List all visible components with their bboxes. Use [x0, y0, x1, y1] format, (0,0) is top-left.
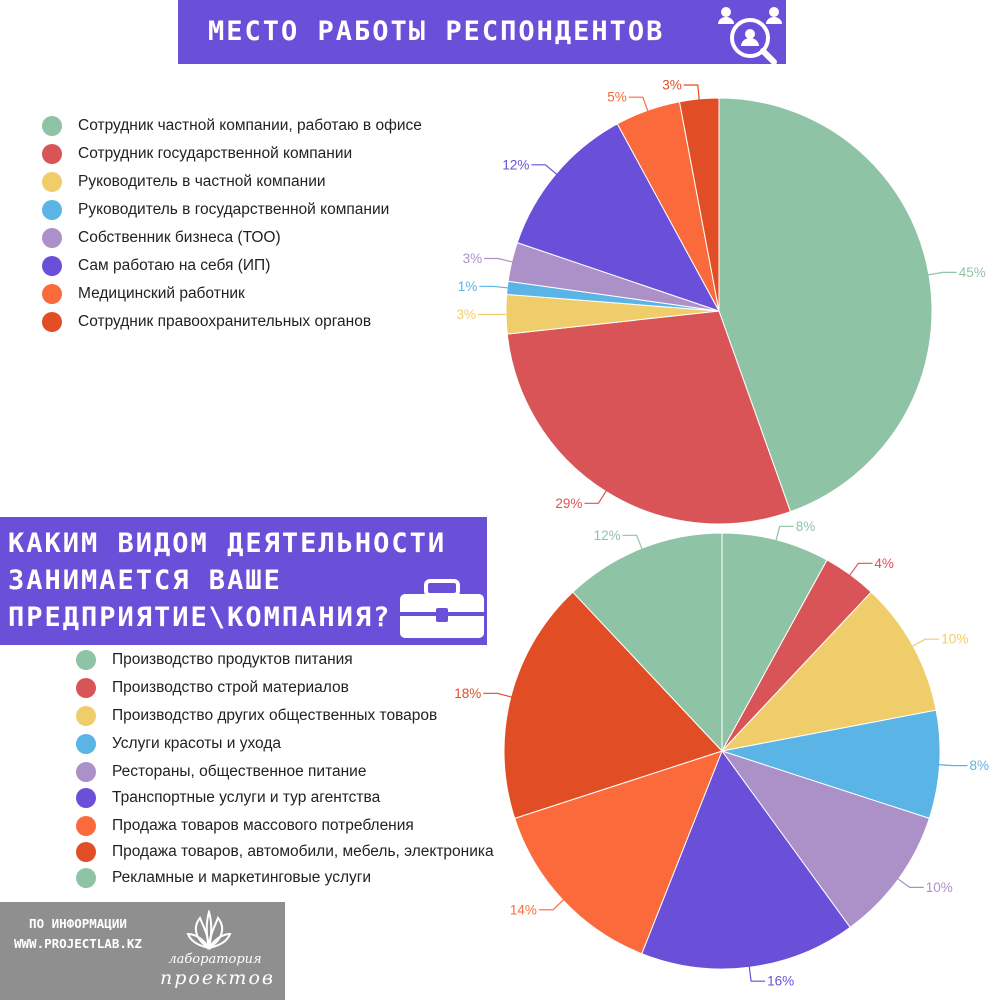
- pie-leader-line: [539, 899, 565, 910]
- logo-line-1: лаборатория: [168, 952, 262, 967]
- pie-data-label: 12%: [502, 157, 530, 173]
- pie-data-label: 45%: [958, 264, 986, 280]
- pie-chart-1: [456, 78, 985, 524]
- legend-label: Сотрудник частной компании, работаю в офисе: [78, 117, 422, 134]
- legend-label: Сотрудник государственной компании: [78, 145, 353, 162]
- pie-leader-line: [776, 526, 794, 542]
- pie-leader-line: [623, 535, 643, 550]
- legend-label: Производство продуктов питания: [112, 651, 353, 668]
- pie-data-label: 14%: [509, 902, 537, 918]
- legend-label: Рекламные и маркетинговые услуги: [112, 869, 372, 886]
- pie-data-label: 3%: [662, 77, 682, 93]
- pie-data-label: 3%: [462, 251, 483, 266]
- pie-leader-line: [927, 272, 957, 275]
- legend-label: Производство других общественных товаров: [112, 707, 438, 724]
- pie-leader-line: [584, 490, 607, 504]
- leaf-flower-icon: [186, 910, 232, 952]
- pie-data-label: 16%: [767, 973, 795, 989]
- legend-label: Продажа товаров, автомобили, мебель, электроника: [112, 843, 494, 860]
- legend-label: Медицинский работник: [78, 285, 245, 302]
- pie-leader-line: [749, 965, 765, 981]
- pie-leader-line: [479, 286, 509, 288]
- legend-label: Руководитель в государственной компании: [78, 201, 390, 218]
- footer-text: [14, 914, 142, 954]
- pie-data-label: 10%: [925, 879, 953, 895]
- pie-data-label: 29%: [555, 495, 583, 511]
- pie-leader-line: [849, 563, 872, 576]
- legend-label: Рестораны, общественное питание: [112, 763, 367, 780]
- pie-leader-line: [938, 765, 968, 766]
- pie-data-label: 4%: [874, 555, 894, 571]
- pie-leader-line: [911, 639, 939, 647]
- logo-line-2: проектов: [160, 967, 275, 989]
- pie-data-label: 3%: [456, 307, 476, 322]
- legend-label: Сотрудник правоохранительных органов: [78, 313, 372, 330]
- pie-data-label: 10%: [941, 631, 969, 647]
- footer-info: [0, 902, 285, 1000]
- legend-label: Сам работаю на себя (ИП): [78, 257, 271, 274]
- legend-label: Производство строй материалов: [112, 679, 349, 696]
- pie-data-label: 8%: [795, 518, 816, 534]
- legend-label: Руководитель в частной компании: [78, 173, 326, 190]
- pie-leader-line: [484, 259, 514, 263]
- section2-title-line-2: ЗАНИМАЕТСЯ ВАШЕ: [8, 565, 282, 596]
- footer-line-1: ПО ИНФОРМАЦИИ: [29, 916, 127, 931]
- pie-leader-line: [684, 85, 700, 101]
- legend-label: Продажа товаров массового потребления: [112, 817, 414, 834]
- section2-title-line-3: ПРЕДПРИЯТИЕ\КОМПАНИЯ?: [8, 602, 392, 633]
- pie-data-label: 18%: [454, 685, 482, 701]
- pie-leader-line: [897, 878, 924, 887]
- pie-data-label: 8%: [969, 758, 990, 774]
- legend-label: Услуги красоты и ухода: [112, 735, 281, 752]
- footer-line-2[interactable]: WWW.PROJECTLAB.KZ: [14, 936, 142, 951]
- pie-data-label: 12%: [593, 527, 621, 543]
- pie-data-label: 5%: [607, 89, 627, 105]
- pie-leader-line: [531, 165, 557, 175]
- pie-chart-2: [454, 519, 989, 989]
- legend-label: Собственник бизнеса (ТОО): [78, 229, 281, 246]
- pie-leader-line: [483, 693, 513, 697]
- pie-leader-line: [629, 97, 648, 112]
- section2-title-line-1: КАКИМ ВИДОМ ДЕЯТЕЛЬНОСТИ: [8, 528, 447, 559]
- legend-label: Транспортные услуги и тур агентства: [112, 789, 381, 806]
- logo-text: [160, 952, 275, 989]
- section1-title: МЕСТО РАБОТЫ РЕСПОНДЕНТОВ: [208, 16, 665, 47]
- pie-data-label: 1%: [457, 278, 478, 294]
